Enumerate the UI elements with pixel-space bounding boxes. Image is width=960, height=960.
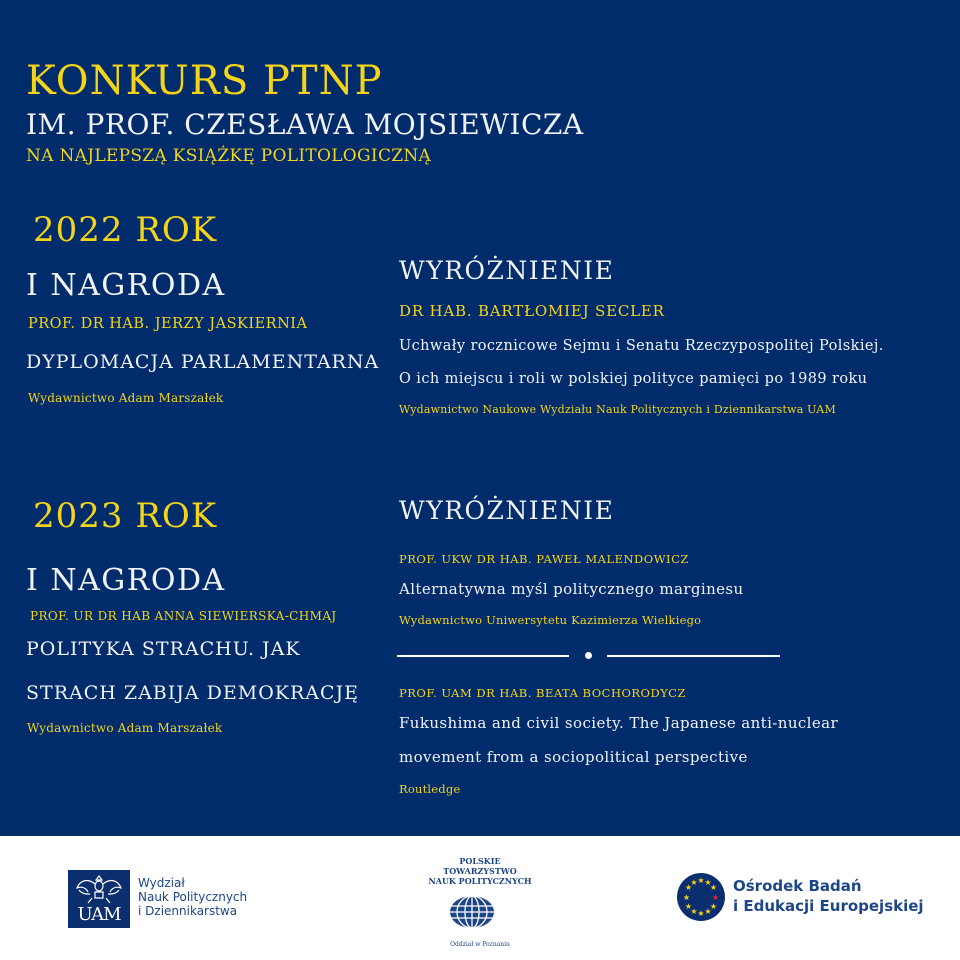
poster-title: KONKURS PTNP bbox=[26, 58, 383, 104]
distinction-2022-label: WYRÓŻNIENIE bbox=[399, 256, 615, 285]
eu-stars-icon bbox=[676, 872, 726, 922]
first-prize-2022-label: I NAGRODA bbox=[26, 268, 226, 303]
distinction-2023-author-1: PROF. UKW DR HAB. PAWEŁ MALENDOWICZ bbox=[399, 552, 689, 566]
obee-line1: Ośrodek Badań bbox=[733, 877, 862, 895]
svg-text:★: ★ bbox=[690, 907, 698, 916]
svg-text:★: ★ bbox=[711, 893, 720, 902]
first-prize-2022-author: PROF. DR HAB. JERZY JASKIERNIA bbox=[28, 316, 308, 332]
distinction-2023-publisher-1: Wydawnictwo Uniwersytetu Kazimierza Wielkiego bbox=[399, 613, 702, 627]
svg-text:★: ★ bbox=[709, 902, 718, 911]
distinction-2022-author: DR HAB. BARTŁOMIEJ SECLER bbox=[399, 302, 665, 320]
first-prize-2022-publisher: Wydawnictwo Adam Marszałek bbox=[28, 391, 224, 405]
uam-line3: i Dziennikarstwa bbox=[138, 904, 238, 918]
distinction-2022-title-line2: O ich miejscu i roli w polskiej polityce pamięci po 1989 roku bbox=[399, 371, 868, 387]
svg-text:★: ★ bbox=[709, 883, 718, 892]
ptnp-line2: TOWARZYSTWO bbox=[443, 866, 517, 876]
first-prize-2023-publisher: Wydawnictwo Adam Marszałek bbox=[27, 721, 223, 735]
distinction-2023-title-2-line1: Fukushima and civil society. The Japanese anti-nuclear bbox=[399, 714, 839, 732]
distinction-2023-label: WYRÓŻNIENIE bbox=[399, 496, 615, 525]
obee-line2: i Edukacji Europejskiej bbox=[733, 897, 924, 915]
distinction-2023-author-2: PROF. UAM DR HAB. BEATA BOCHORODYCZ bbox=[399, 686, 686, 700]
svg-text:★: ★ bbox=[684, 883, 693, 892]
distinction-2023-title-2-line2: movement from a sociopolitical perspective bbox=[399, 748, 748, 766]
first-prize-2023-title-line2: STRACH ZABIJA DEMOKRACJĘ bbox=[26, 682, 360, 704]
separator-line-left bbox=[397, 655, 569, 657]
svg-text:★: ★ bbox=[704, 878, 712, 887]
separator-dot bbox=[585, 652, 592, 659]
svg-text:★: ★ bbox=[690, 878, 698, 887]
globe-icon bbox=[449, 895, 495, 929]
distinction-2022-title-line1: Uchwały rocznicowe Sejmu i Senatu Rzeczypospolitej Polskiej. bbox=[399, 338, 884, 354]
first-prize-2023-author: PROF. UR DR HAB ANNA SIEWIERSKA-CHMAJ bbox=[30, 609, 337, 623]
uam-line1: Wydział bbox=[138, 876, 185, 890]
first-prize-2022-title: DYPLOMACJA PARLAMENTARNA bbox=[26, 351, 380, 373]
uam-line2: Nauk Politycznych bbox=[138, 890, 248, 904]
distinction-2022-publisher: Wydawnictwo Naukowe Wydziału Nauk Politycznych i Dziennikarstwa UAM bbox=[399, 403, 836, 416]
poster-subtitle: IM. PROF. CZESŁAWA MOJSIEWICZA bbox=[26, 108, 584, 141]
separator-line-right bbox=[607, 655, 780, 657]
ptnp-line3: NAUK POLITYCZNYCH bbox=[428, 876, 532, 886]
ptnp-branch: Oddział w Poznaniu bbox=[450, 941, 510, 948]
svg-text:★: ★ bbox=[704, 907, 712, 916]
svg-text:★: ★ bbox=[682, 893, 691, 902]
first-prize-2023-title-line1: POLITYKA STRACHU. JAK bbox=[26, 638, 301, 660]
poster-tagline: NA NAJLEPSZĄ KSIĄŻKĘ POLITOLOGICZNĄ bbox=[26, 146, 432, 166]
year-2022-heading: 2022 ROK bbox=[33, 210, 218, 250]
uam-logo bbox=[68, 870, 130, 928]
ptnp-logo-text bbox=[420, 856, 540, 886]
first-prize-2023-label: I NAGRODA bbox=[26, 563, 226, 598]
distinction-2023-publisher-2: Routledge bbox=[399, 782, 461, 796]
svg-text:★: ★ bbox=[684, 902, 693, 911]
uam-faculty-name bbox=[138, 876, 247, 918]
obee-name bbox=[733, 876, 924, 916]
svg-text:★: ★ bbox=[697, 876, 705, 885]
ptnp-line1: POLSKIE bbox=[459, 856, 501, 866]
distinction-2023-title-1: Alternatywna myśl politycznego marginesu bbox=[399, 580, 744, 598]
uam-mark: UAM bbox=[77, 904, 121, 925]
year-2023-heading: 2023 ROK bbox=[33, 496, 218, 536]
svg-text:★: ★ bbox=[697, 909, 705, 918]
